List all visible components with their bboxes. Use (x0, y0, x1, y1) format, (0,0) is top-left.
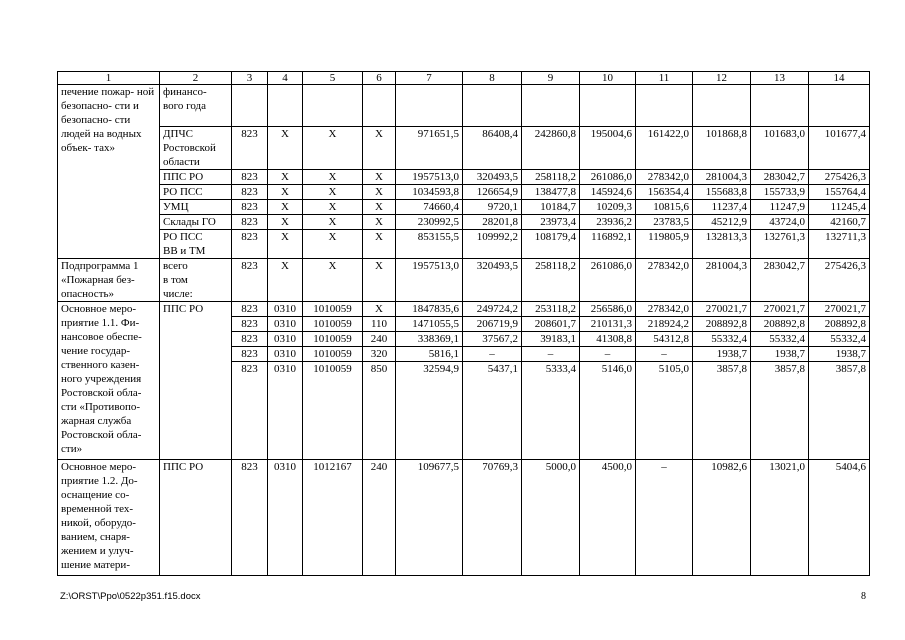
classification-cell: 0310 (268, 347, 303, 362)
classification-cell: Х (363, 185, 396, 200)
amount-cell: 270021,7 (751, 302, 809, 317)
executor-cell: ДПЧС Ростовской области (160, 127, 232, 170)
classification-cell: Х (268, 127, 303, 170)
column-number: 9 (522, 72, 580, 85)
amount-cell: 281004,3 (693, 259, 751, 302)
amount-cell: 3857,8 (693, 362, 751, 460)
classification-cell: Х (363, 230, 396, 259)
amount-cell: 283042,7 (751, 170, 809, 185)
amount-cell: 5000,0 (522, 460, 580, 576)
amount-cell: 208892,8 (809, 317, 870, 332)
amount-cell: 283042,7 (751, 259, 809, 302)
table-row (58, 230, 870, 259)
classification-cell: 1010059 (303, 347, 363, 362)
amount-cell: 1471055,5 (396, 317, 463, 332)
table-row (58, 302, 870, 317)
column-number: 1 (58, 72, 160, 85)
amount-cell: 230992,5 (396, 215, 463, 230)
classification-cell: 823 (232, 362, 268, 460)
classification-cell: 0310 (268, 362, 303, 460)
amount-cell: 5333,4 (522, 362, 580, 460)
table-row (58, 215, 870, 230)
program-name-cell: печение пожар- ной безопасно- сти и безопасно- сти людей на водных объек- тах» (58, 85, 160, 259)
column-number: 14 (809, 72, 870, 85)
amount-cell (693, 85, 751, 127)
program-name-cell: Основное меро- приятие 1.2. До- оснащение со- временной тех- никой, оборудо- ванием, снаря- жением и улуч- шение матери- (58, 460, 160, 576)
classification-cell: 320 (363, 347, 396, 362)
classification-cell: Х (363, 127, 396, 170)
amount-cell: 86408,4 (463, 127, 522, 170)
amount-cell: 5105,0 (636, 362, 693, 460)
classification-cell: 0310 (268, 317, 303, 332)
amount-cell: 853155,5 (396, 230, 463, 259)
amount-cell: 261086,0 (580, 259, 636, 302)
column-number: 5 (303, 72, 363, 85)
classification-cell (268, 85, 303, 127)
executor-cell: ППС РО (160, 460, 232, 576)
amount-cell: 132761,3 (751, 230, 809, 259)
amount-cell: 132813,3 (693, 230, 751, 259)
amount-cell: 54312,8 (636, 332, 693, 347)
executor-cell: ППС РО (160, 170, 232, 185)
amount-cell: 5404,6 (809, 460, 870, 576)
amount-cell: 145924,6 (580, 185, 636, 200)
column-number: 8 (463, 72, 522, 85)
amount-cell: 74660,4 (396, 200, 463, 215)
column-number: 2 (160, 72, 232, 85)
executor-cell: РО ПСС ВВ и ТМ (160, 230, 232, 259)
amount-cell: 208892,8 (751, 317, 809, 332)
amount-cell: 55332,4 (693, 332, 751, 347)
table-row (58, 127, 870, 170)
budget-table (57, 71, 870, 576)
amount-cell: 9720,1 (463, 200, 522, 215)
amount-cell: 208601,7 (522, 317, 580, 332)
amount-cell: 132711,3 (809, 230, 870, 259)
classification-cell: Х (268, 170, 303, 185)
amount-cell: 37567,2 (463, 332, 522, 347)
amount-cell: 3857,8 (809, 362, 870, 460)
amount-cell: 109992,2 (463, 230, 522, 259)
amount-cell: 208892,8 (693, 317, 751, 332)
amount-cell: 156354,4 (636, 185, 693, 200)
column-number: 10 (580, 72, 636, 85)
amount-cell: 971651,5 (396, 127, 463, 170)
classification-cell: Х (268, 215, 303, 230)
classification-cell: 823 (232, 460, 268, 576)
amount-cell (636, 85, 693, 127)
column-number: 6 (363, 72, 396, 85)
table-row (58, 259, 870, 302)
amount-cell: 258118,2 (522, 170, 580, 185)
amount-cell: 5437,1 (463, 362, 522, 460)
amount-cell: 5146,0 (580, 362, 636, 460)
classification-cell: 823 (232, 230, 268, 259)
amount-cell: 11245,4 (809, 200, 870, 215)
amount-cell: – (580, 347, 636, 362)
classification-cell: 1010059 (303, 317, 363, 332)
amount-cell: 4500,0 (580, 460, 636, 576)
amount-cell: 119805,9 (636, 230, 693, 259)
classification-cell: Х (363, 215, 396, 230)
amount-cell (751, 85, 809, 127)
classification-cell: Х (268, 259, 303, 302)
amount-cell: 275426,3 (809, 170, 870, 185)
classification-cell: Х (303, 170, 363, 185)
amount-cell: 28201,8 (463, 215, 522, 230)
amount-cell: 161422,0 (636, 127, 693, 170)
amount-cell: 32594,9 (396, 362, 463, 460)
table-row (58, 200, 870, 215)
amount-cell: 155764,4 (809, 185, 870, 200)
amount-cell: 45212,9 (693, 215, 751, 230)
amount-cell (522, 85, 580, 127)
classification-cell: 823 (232, 347, 268, 362)
classification-cell (232, 85, 268, 127)
table-row (58, 170, 870, 185)
classification-cell: 823 (232, 302, 268, 317)
amount-cell: 43724,0 (751, 215, 809, 230)
amount-cell: 278342,0 (636, 302, 693, 317)
amount-cell: 206719,9 (463, 317, 522, 332)
amount-cell: – (636, 347, 693, 362)
amount-cell: 126654,9 (463, 185, 522, 200)
amount-cell: 155733,9 (751, 185, 809, 200)
amount-cell: 101868,8 (693, 127, 751, 170)
amount-cell: 11237,4 (693, 200, 751, 215)
classification-cell: Х (268, 185, 303, 200)
amount-cell (580, 85, 636, 127)
amount-cell: 338369,1 (396, 332, 463, 347)
amount-cell: 108179,4 (522, 230, 580, 259)
amount-cell: 1957513,0 (396, 259, 463, 302)
amount-cell: 1847835,6 (396, 302, 463, 317)
executor-cell: ППС РО (160, 302, 232, 460)
classification-cell: 823 (232, 259, 268, 302)
executor-cell: всего в том числе: (160, 259, 232, 302)
classification-cell: Х (268, 230, 303, 259)
amount-cell: 270021,7 (693, 302, 751, 317)
amount-cell: 275426,3 (809, 259, 870, 302)
amount-cell: 1034593,8 (396, 185, 463, 200)
amount-cell: 242860,8 (522, 127, 580, 170)
amount-cell (809, 85, 870, 127)
amount-cell: 138477,8 (522, 185, 580, 200)
amount-cell: 109677,5 (396, 460, 463, 576)
classification-cell: Х (303, 200, 363, 215)
classification-cell: 240 (363, 460, 396, 576)
amount-cell: 256586,0 (580, 302, 636, 317)
classification-cell: 0310 (268, 302, 303, 317)
amount-cell: 41308,8 (580, 332, 636, 347)
classification-cell: 823 (232, 215, 268, 230)
classification-cell: 823 (232, 200, 268, 215)
amount-cell: 1957513,0 (396, 170, 463, 185)
amount-cell: 195004,6 (580, 127, 636, 170)
column-number: 7 (396, 72, 463, 85)
amount-cell: 210131,3 (580, 317, 636, 332)
amount-cell: 101677,4 (809, 127, 870, 170)
classification-cell: Х (268, 200, 303, 215)
classification-cell: Х (303, 259, 363, 302)
classification-cell: 0310 (268, 460, 303, 576)
classification-cell: Х (363, 302, 396, 317)
amount-cell: 23936,2 (580, 215, 636, 230)
classification-cell: 823 (232, 127, 268, 170)
program-name-cell: Основное меро- приятие 1.1. Фи- нансовое обеспе- чение государ- ственного казен- ного учреждения Ростовской обла- сти «Противопо- жарная служба Ростовской обла- сти» (58, 302, 160, 460)
classification-cell (363, 85, 396, 127)
classification-cell: 110 (363, 317, 396, 332)
column-number: 13 (751, 72, 809, 85)
amount-cell: 5816,1 (396, 347, 463, 362)
amount-cell: 320493,5 (463, 259, 522, 302)
classification-cell: Х (303, 215, 363, 230)
amount-cell: 10184,7 (522, 200, 580, 215)
classification-cell: 823 (232, 332, 268, 347)
classification-cell: Х (303, 185, 363, 200)
amount-cell: 320493,5 (463, 170, 522, 185)
amount-cell: – (636, 460, 693, 576)
table-row (58, 185, 870, 200)
classification-cell: Х (363, 259, 396, 302)
header-row (58, 72, 870, 85)
classification-cell: 0310 (268, 332, 303, 347)
amount-cell: 70769,3 (463, 460, 522, 576)
executor-cell: РО ПСС (160, 185, 232, 200)
amount-cell: 1938,7 (693, 347, 751, 362)
classification-cell: Х (303, 127, 363, 170)
amount-cell: 155683,8 (693, 185, 751, 200)
amount-cell: 11247,9 (751, 200, 809, 215)
column-number: 3 (232, 72, 268, 85)
amount-cell: 278342,0 (636, 170, 693, 185)
amount-cell: 42160,7 (809, 215, 870, 230)
classification-cell: 823 (232, 317, 268, 332)
classification-cell: 1010059 (303, 302, 363, 317)
amount-cell: – (522, 347, 580, 362)
executor-cell: УМЦ (160, 200, 232, 215)
amount-cell: 281004,3 (693, 170, 751, 185)
program-name-cell: Подпрограмма 1 «Пожарная без- опасность» (58, 259, 160, 302)
amount-cell: 261086,0 (580, 170, 636, 185)
classification-cell: 823 (232, 185, 268, 200)
classification-cell: 240 (363, 332, 396, 347)
amount-cell: – (463, 347, 522, 362)
classification-cell: Х (303, 230, 363, 259)
classification-cell: 850 (363, 362, 396, 460)
amount-cell (463, 85, 522, 127)
table-row (58, 460, 870, 576)
amount-cell: 3857,8 (751, 362, 809, 460)
amount-cell: 1938,7 (751, 347, 809, 362)
classification-cell: Х (363, 200, 396, 215)
classification-cell (303, 85, 363, 127)
amount-cell: 258118,2 (522, 259, 580, 302)
executor-cell: финансо- вого года (160, 85, 232, 127)
page-number: 8 (861, 591, 866, 602)
amount-cell: 55332,4 (809, 332, 870, 347)
amount-cell: 278342,0 (636, 259, 693, 302)
amount-cell: 1938,7 (809, 347, 870, 362)
amount-cell: 101683,0 (751, 127, 809, 170)
table-row (58, 85, 870, 127)
column-number: 12 (693, 72, 751, 85)
amount-cell: 23973,4 (522, 215, 580, 230)
classification-cell: 1010059 (303, 332, 363, 347)
amount-cell: 253118,2 (522, 302, 580, 317)
amount-cell: 10815,6 (636, 200, 693, 215)
amount-cell: 270021,7 (809, 302, 870, 317)
amount-cell (396, 85, 463, 127)
amount-cell: 249724,2 (463, 302, 522, 317)
amount-cell: 23783,5 (636, 215, 693, 230)
document-path: Z:\ORST\Ppo\0522p351.f15.docx (60, 591, 201, 602)
column-number: 4 (268, 72, 303, 85)
classification-cell: 1012167 (303, 460, 363, 576)
amount-cell: 39183,1 (522, 332, 580, 347)
amount-cell: 116892,1 (580, 230, 636, 259)
amount-cell: 55332,4 (751, 332, 809, 347)
amount-cell: 10982,6 (693, 460, 751, 576)
amount-cell: 218924,2 (636, 317, 693, 332)
classification-cell: 823 (232, 170, 268, 185)
column-number: 11 (636, 72, 693, 85)
amount-cell: 13021,0 (751, 460, 809, 576)
executor-cell: Склады ГО (160, 215, 232, 230)
classification-cell: Х (363, 170, 396, 185)
amount-cell: 10209,3 (580, 200, 636, 215)
classification-cell: 1010059 (303, 362, 363, 460)
